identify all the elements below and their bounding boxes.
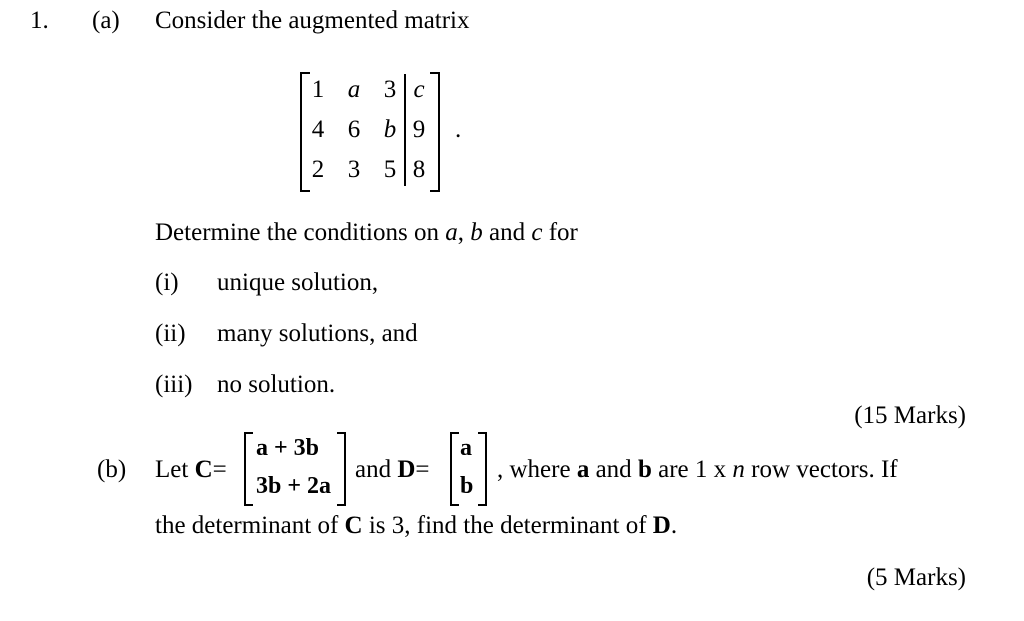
matrix-cell: 6 [347, 116, 361, 143]
and-d-text: and D= [355, 456, 430, 483]
determinant-text: the determinant of C is 3, find the determinant of D. [155, 512, 678, 539]
marks-b: (5 Marks) [866, 564, 966, 591]
c-top-entry: a + 3b [256, 435, 320, 461]
matrix-cell: 1 [311, 76, 325, 103]
c-bottom-entry: 3b + 2a [256, 473, 332, 499]
determine-text: Determine the conditions on a, b and c for [155, 219, 578, 246]
d-top-entry: a [460, 435, 472, 461]
part-a-label: (a) [92, 7, 120, 34]
augmented-matrix [300, 72, 440, 190]
matrix-cell: 5 [383, 156, 397, 183]
c-left-bracket [244, 432, 253, 506]
item-text: no solution. [217, 371, 336, 398]
item-label: (i) [155, 269, 179, 296]
let-text: Let C= [155, 456, 227, 483]
matrix-cell: b [383, 116, 397, 143]
matrix-cell: 4 [311, 116, 325, 143]
d-left-bracket [450, 432, 459, 506]
d-right-bracket [478, 432, 487, 506]
where-text: , where a and b are 1 x n row vectors. If [497, 456, 898, 483]
right-bracket [430, 72, 440, 192]
part-a-intro: Consider the augmented matrix [155, 7, 470, 34]
augment-bar [404, 74, 406, 186]
question-number: 1. [30, 7, 49, 34]
part-b-label: (b) [97, 456, 127, 483]
item-label: (ii) [155, 320, 186, 347]
item-label: (iii) [155, 371, 193, 398]
matrix-period: . [455, 116, 462, 143]
matrix-cell: 8 [412, 156, 426, 183]
matrix-cell: 2 [311, 156, 325, 183]
d-bottom-entry: b [460, 473, 474, 499]
marks-a: (15 Marks) [854, 402, 966, 429]
matrix-cell: a [347, 76, 361, 103]
item-text: many solutions, and [217, 320, 418, 347]
c-right-bracket [337, 432, 346, 506]
item-text: unique solution, [217, 269, 379, 296]
matrix-cell: c [413, 76, 425, 103]
matrix-cell: 3 [383, 76, 397, 103]
matrix-cell: 9 [412, 116, 426, 143]
matrix-cell: 3 [347, 156, 361, 183]
